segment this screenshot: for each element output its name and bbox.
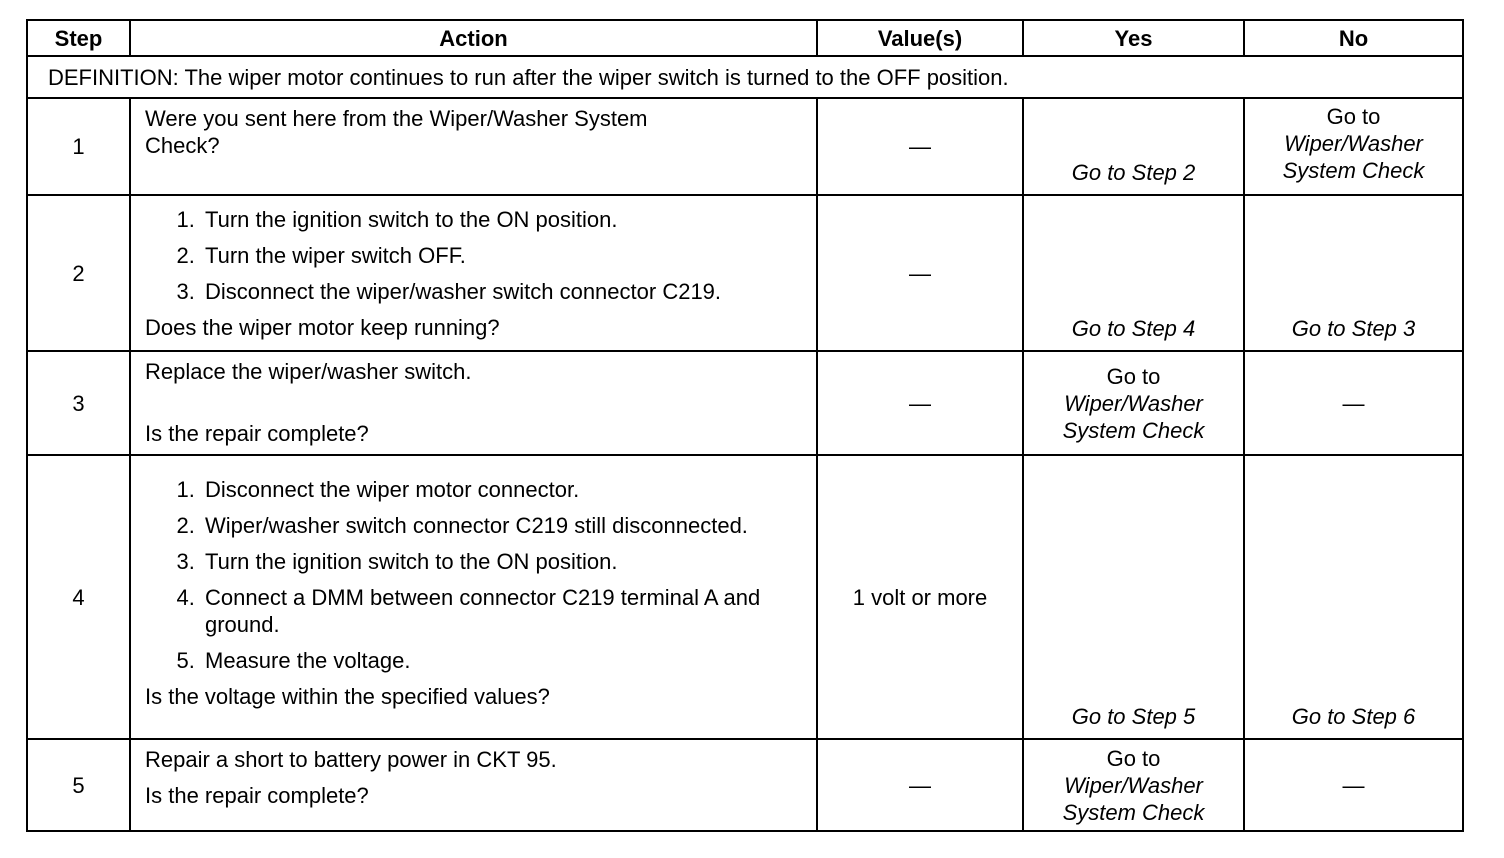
header-values: Value(s) (817, 20, 1023, 56)
yes-cell: Go to Step 4 (1023, 195, 1244, 351)
action-cell (130, 455, 817, 739)
action-step: 1. Disconnect the wiper motor connector. (201, 476, 786, 503)
action-step: 4. Connect a DMM between connector C219 terminal A and ground. (201, 584, 786, 638)
action-question: Is the repair complete? (145, 783, 369, 808)
no-cell (1244, 739, 1463, 831)
action-text: Replace the wiper/washer switch. (145, 359, 472, 384)
no-goto-prefix: Go to (1326, 104, 1381, 129)
value-cell: — (817, 98, 1023, 195)
action-step: 1. Turn the ignition switch to the ON position. (201, 206, 806, 233)
step-number: 1 (27, 98, 130, 195)
value-cell: — (817, 739, 1023, 831)
header-row (27, 20, 1463, 56)
action-step: 2. Wiper/washer switch connector C219 still disconnected. (201, 512, 786, 539)
yes-cell (1023, 739, 1244, 831)
table-row (27, 195, 1463, 351)
action-steps-list (145, 206, 806, 305)
diagnostic-table-container (26, 19, 1462, 832)
action-cell (130, 98, 817, 195)
action-cell (130, 195, 817, 351)
step-number: 5 (27, 739, 130, 831)
yes-goto-link: Wiper/Washer System Check (1062, 772, 1205, 825)
value-cell: 1 volt or more (817, 455, 1023, 739)
yes-cell (1023, 351, 1244, 455)
table-row (27, 351, 1463, 455)
step-number: 3 (27, 351, 130, 455)
table-row (27, 455, 1463, 739)
table-row (27, 98, 1463, 195)
header-step: Step (27, 20, 130, 56)
step-number: 4 (27, 455, 130, 739)
action-cell (130, 739, 817, 831)
no-value: — (1342, 772, 1365, 798)
value-cell: — (817, 195, 1023, 351)
action-cell (130, 351, 817, 455)
action-steps-list (145, 476, 806, 674)
yes-cell: Go to Step 5 (1023, 455, 1244, 739)
action-question: Is the repair complete? (145, 421, 369, 446)
definition-row (27, 56, 1463, 98)
header-yes: Yes (1023, 20, 1244, 56)
action-step: 3. Turn the ignition switch to the ON position. (201, 548, 786, 575)
definition-text: DEFINITION: The wiper motor continues to run after the wiper switch is turned to the OFF position. (27, 56, 1463, 98)
yes-goto-prefix: Go to (1106, 745, 1161, 771)
header-no: No (1244, 20, 1463, 56)
action-question: Does the wiper motor keep running? (145, 315, 500, 340)
action-text: Were you sent here from the Wiper/Washer System Check? (145, 106, 648, 158)
yes-goto-prefix: Go to (1106, 363, 1161, 389)
action-text: Repair a short to battery power in CKT 95. (145, 747, 557, 772)
action-step: 5. Measure the voltage. (201, 647, 786, 674)
table-row (27, 739, 1463, 831)
no-goto-link: Wiper/Washer System Check (1282, 131, 1425, 183)
action-step: 2. Turn the wiper switch OFF. (201, 242, 806, 269)
step-number: 2 (27, 195, 130, 351)
no-cell (1244, 351, 1463, 455)
diagnostic-table (26, 19, 1464, 832)
no-cell (1244, 98, 1463, 195)
yes-cell: Go to Step 2 (1023, 98, 1244, 195)
value-cell: — (817, 351, 1023, 455)
no-cell: Go to Step 6 (1244, 455, 1463, 739)
header-action: Action (130, 20, 817, 56)
action-question: Is the voltage within the specified values? (145, 684, 550, 709)
yes-goto-link: Wiper/Washer System Check (1062, 390, 1205, 443)
no-cell: Go to Step 3 (1244, 195, 1463, 351)
action-step: 3. Disconnect the wiper/washer switch connector C219. (201, 278, 806, 305)
no-value: — (1342, 390, 1365, 416)
